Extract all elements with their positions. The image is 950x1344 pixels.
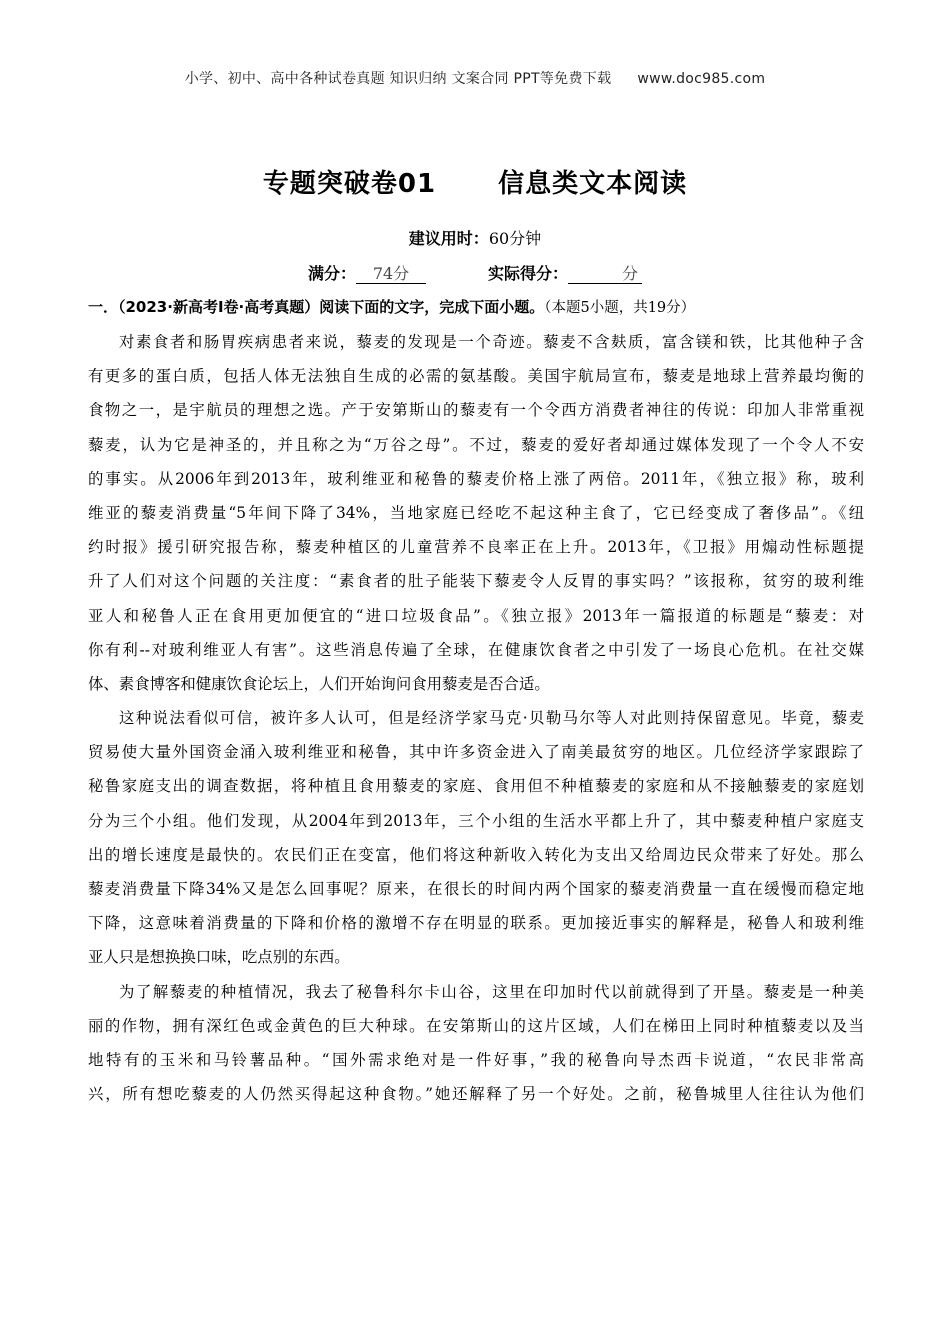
- passage-line: 贸易使大量外国资金涌入玻利维亚和秘鲁，其中许多资金进入了南美最贫穷的地区。几位经济学家跟踪了: [88, 743, 864, 762]
- question-note: （本题5小题，共19分）: [544, 300, 696, 316]
- page-title: [0, 163, 950, 200]
- full-score-value: 74分: [356, 265, 426, 284]
- passage-line: 约时报》援引研究报告称，藜麦种植区的儿童营养不良率正在上升。2013年，《卫报》用煽动性标题提: [88, 538, 864, 557]
- page-header: [0, 68, 950, 88]
- passage-line: 这种说法看似可信，被许多人认可，但是经济学家马克·贝勒马尔等人对此则持保留意见。毕竟，藜麦: [119, 709, 864, 728]
- suggested-time: [0, 226, 950, 249]
- header-text: 小学、初中、高中各种试卷真题 知识归纳 文案合同 PPT等免费下载: [184, 71, 612, 87]
- passage-line: 藜麦，认为它是神圣的，并且称之为“万谷之母”。不过，藜麦的爱好者却通过媒体发现了一个令人不安: [88, 435, 864, 454]
- passage-line: 兴，所有想吃藜麦的人仍然买得起这种食物。”她还解释了另一个好处。之前，秘鲁城里人往往认为他们: [88, 1085, 864, 1104]
- passage-line: 地特有的玉米和马铃薯品种。“国外需求绝对是一件好事，”我的秘鲁向导杰西卡说道，“农民非常高: [88, 1050, 864, 1069]
- passage-line: 秘鲁家庭支出的调查数据，将种植且食用藜麦的家庭、食用但不种植藜麦的家庭和从不接触藜麦的家庭划: [88, 777, 864, 796]
- passage-line: 维亚的藜麦消费量“5年间下降了34%，当地家庭已经吃不起这种主食了，它已经变成了奢侈品”。《纽: [88, 503, 864, 522]
- full-score-label: 满分：: [307, 264, 356, 283]
- passage-line: 丽的作物，拥有深红色或金黄色的巨大种球。在安第斯山的这片区域，人们在梯田上同时种植藜麦以及当: [88, 1016, 864, 1035]
- question-heading: [88, 296, 888, 317]
- passage-line: 亚人只是想换换口味，吃点别的东西。: [88, 948, 350, 967]
- actual-score-blank[interactable]: 分: [568, 265, 642, 284]
- passage-line: 分为三个小组。他们发现，从2004年到2013年，三个小组的生活水平都上升了，其中藜麦种植户家庭支: [88, 811, 864, 830]
- actual-score-label: 实际得分：: [488, 264, 569, 283]
- passage-line: 的事实。从2006年到2013年，玻利维亚和秘鲁的藜麦价格上涨了两倍。2011年，《独立报》称，玻利: [88, 469, 864, 488]
- time-label: 建议用时：: [408, 229, 489, 248]
- passage-line: 对素食者和肠胃疾病患者来说，藜麦的发现是一个奇迹。藜麦不含麸质，富含镁和铁，比其他种子含: [119, 333, 864, 351]
- question-title: 一．（2023·新高考Ⅰ卷·高考真题）阅读下面的文字，完成下面小题。: [88, 298, 545, 316]
- passage-line: 下降，这意味着消费量的下降和价格的激增不存在明显的联系。更加接近事实的解释是，秘鲁人和玻利维: [88, 914, 864, 933]
- score-row: [0, 261, 950, 284]
- header-site-link[interactable]: www.doc985.com: [637, 71, 766, 87]
- passage-line: 升了人们对这个问题的关注度：“素食者的肚子能装下藜麦令人反胃的事实吗？”该报称，贫穷的玻利维: [88, 572, 864, 591]
- passage-line: 有更多的蛋白质，包括人体无法独自生成的必需的氨基酸。美国宇航局宣布，藜麦是地球上营养最均衡的: [88, 367, 864, 386]
- passage-line: 你有利--对玻利维亚人有害”。这些消息传遍了全球，在健康饮食者之中引发了一场良心危机。在社交媒: [88, 640, 864, 659]
- passage-line: 藜麦消费量下降34%又是怎么回事呢？原来，在很长的时间内两个国家的藜麦消费量一直在缓慢而稳定地: [88, 880, 864, 898]
- passage-line: 出的增长速度是最快的。农民们正在变富，他们将这种新收入转化为支出又给周边民众带来了好处。那么: [88, 845, 864, 864]
- passage-line: 体、素食博客和健康饮食论坛上，人们开始询问食用藜麦是否合适。: [88, 674, 550, 693]
- passage-line: 食物之一，是宇航员的理想之选。产于安第斯山的藜麦有一个令西方消费者神往的传说：印加人非常重视: [88, 401, 864, 420]
- passage-line: 亚人和秘鲁人正在食用更加便宜的“进口垃圾食品”。《独立报》2013年一篇报道的标题是“藜麦：对: [88, 606, 864, 625]
- time-value: 60分钟: [488, 229, 542, 248]
- passage: [88, 325, 864, 1111]
- passage-line: 为了解藜麦的种植情况，我去了秘鲁科尔卡山谷，这里在印加时代以前就得到了开垦。藜麦是一种美: [119, 982, 864, 1001]
- title-part2: 信息类文本阅读: [498, 169, 688, 199]
- title-part1: 专题突破卷01: [262, 169, 437, 199]
